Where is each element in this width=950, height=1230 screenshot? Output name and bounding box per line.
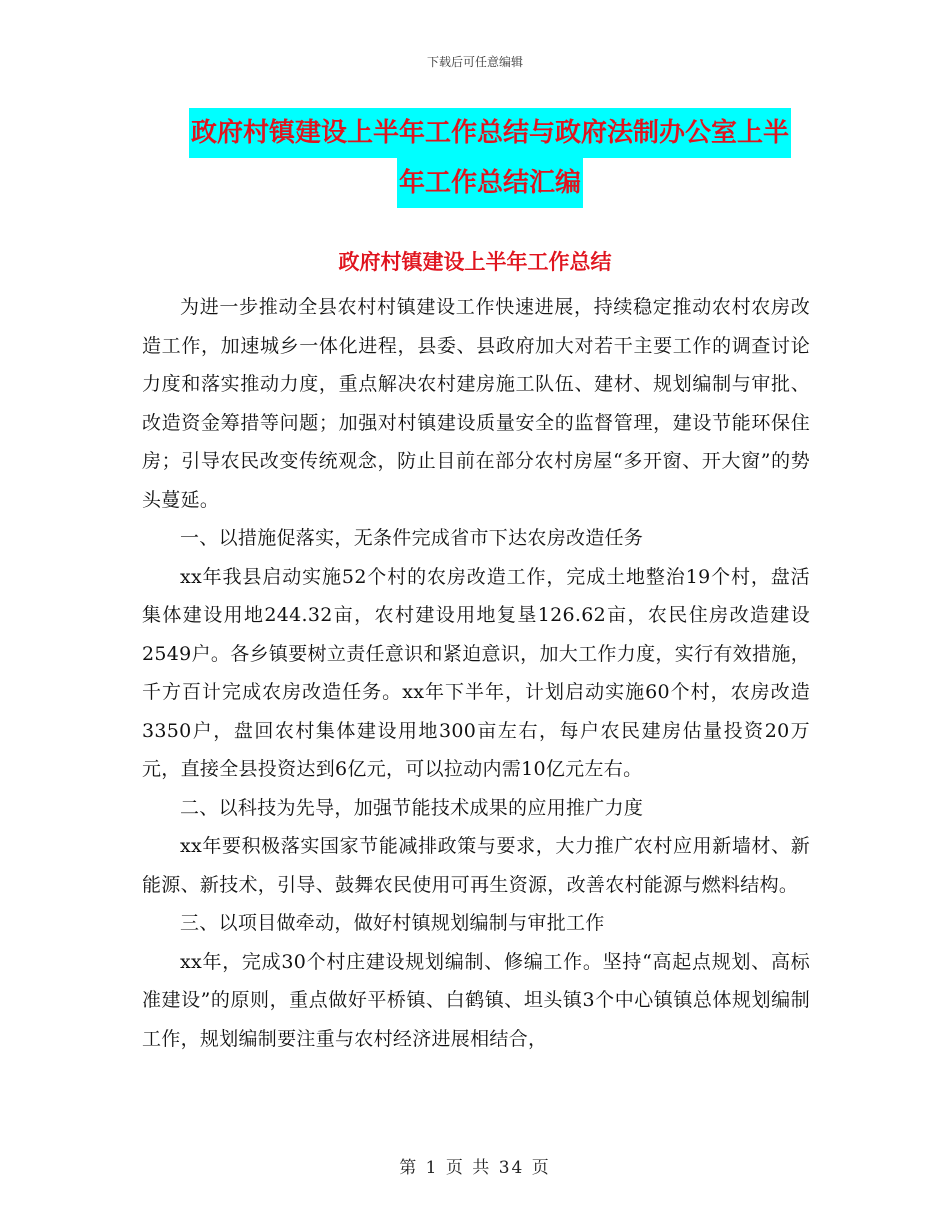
paragraph: 二、以科技为先导，加强节能技术成果的应用推广力度	[180, 796, 644, 819]
document-title-line-1: 政府村镇建设上半年工作总结与政府法制办公室上半	[189, 108, 791, 158]
paragraph: 三、以项目做牵动，做好村镇规划编制与审批工作	[180, 912, 605, 934]
paragraph: 一、以措施促落实，无条件完成省市下达农房改造任务	[180, 527, 644, 549]
section-title: 政府村镇建设上半年工作总结	[338, 250, 612, 274]
paragraph: xx年要积极落实国家节能减排政策与要求，大力推广农村应用新墙材、新能源、新技术，引导、鼓舞农民使用可再生资源，改善农村能源与燃料结构。	[142, 835, 810, 896]
paragraph: xx年我县启动实施52个村的农房改造工作，完成土地整治19个村，盘活集体建设用地244.32亩，农村建设用地复垦126.62亩，农民住房改造建设2549户。各乡镇要树立责任意识和紧迫意识，加大工作力度，实行有效措施，千方百计完成农房改造任务。xx年下半年，计划启动实施60个村，农房改造3350户，盘回农村集体建设用地300亩左右，每户农民建房估量投资20万元，直接全县投资达到6亿元，可以拉动内需10亿元左右。	[142, 565, 810, 780]
header-note: 下载后可任意编辑	[426, 55, 523, 69]
document-title	[140, 108, 840, 208]
document-title-line-2: 年工作总结汇编	[397, 158, 583, 208]
document-body	[142, 288, 810, 1058]
page-number-footer: 第 1 页 共 34 页	[399, 1158, 551, 1178]
paragraph: xx年，完成30个村庄建设规划编制、修编工作。坚持“高起点规划、高标准建设”的原则，重点做好平桥镇、白鹤镇、坦头镇3个中心镇镇总体规划编制工作，规划编制要注重与农村经济进展相结合，	[142, 950, 810, 1050]
paragraph: 为进一步推动全县农村村镇建设工作快速进展，持续稳定推动农村农房改造工作，加速城乡一体化进程，县委、县政府加大对若干主要工作的调查讨论力度和落实推动力度，重点解决农村建房施工队伍、建材、规划编制与审批、改造资金筹措等问题；加强对村镇建设质量安全的监督管理，建设节能环保住房；引导农民改变传统观念，防止目前在部分农村房屋“多开窗、开大窗”的势头蔓延。	[142, 296, 810, 511]
